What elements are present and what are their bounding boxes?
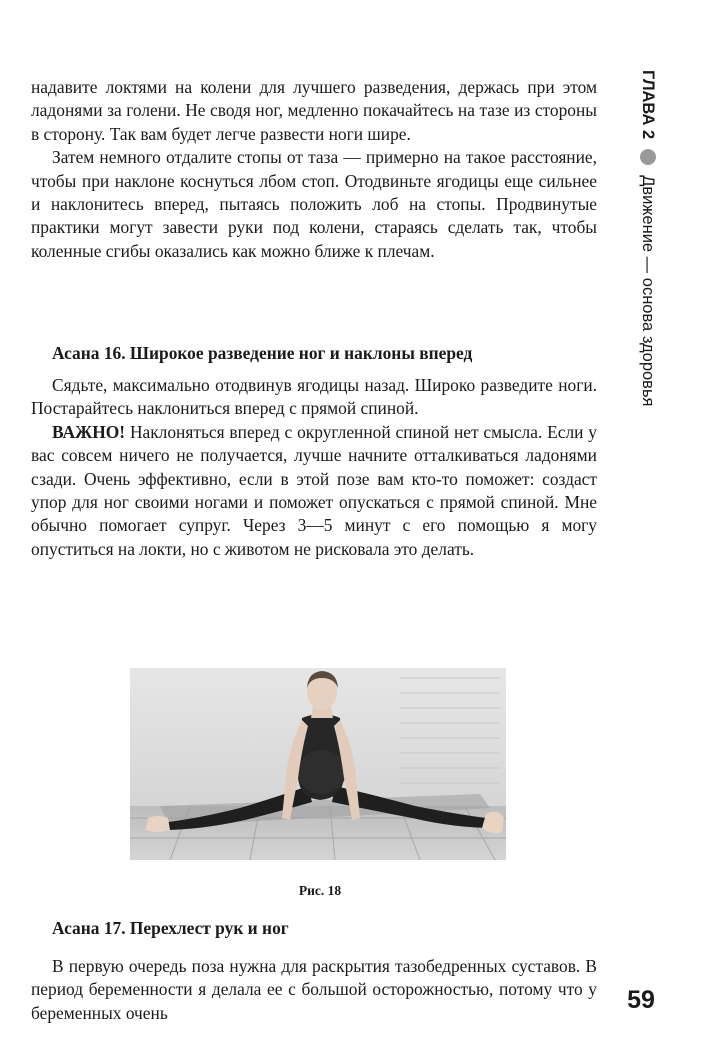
paragraph: Затем немного отдалите стопы от таза — примерно на такое расстояние, чтобы при наклоне коснуться лбом стоп. Отодвиньте ягодицы еще сильнее и наклонитесь вперед, пытаясь положить лоб на стопы. Продвинутые практики могут завести руки под колени, стараясь сделать так, чтобы коленные сгибы оказались как можно ближе к плечам. xyxy=(31,147,597,261)
paragraph: В первую очередь поза нужна для раскрытия тазобедренных суставов. В период беременности я делала ее с большой осторожностью, потому что у беременных очень xyxy=(31,956,597,1023)
bullet-dot-icon xyxy=(640,149,656,165)
important-label: ВАЖНО! xyxy=(52,421,126,442)
paragraph-continued: надавите локтями на колени для лучшего разведения, держась при этом ладонями за голени. Не сводя ног, медленно покачайтесь на тазе из стороны в сторону. Так вам будет легче развести ноги шире. xyxy=(31,77,597,144)
text-block-asana-17 xyxy=(31,955,597,1025)
important-text: Наклоняться вперед с округленной спиной нет смысла. Если у вас совсем ничего не получается, лучше начните отталкиваться ладонями сзади. Очень эффективно, если в этой позе вам кто-то поможет: создаст упор для ног своими ногами и поможет опускаться с прямой спиной. Мне обычно помогает супруг. Через 3—5 минут с его помощью я могу опуститься на локти, но с животом не рисковала это делать. xyxy=(31,421,597,559)
paragraph: Сядьте, максимально отодвинув ягодицы назад. Широко разведите ноги. Постарайтесь наклониться вперед с прямой спиной. xyxy=(31,375,597,419)
text-block-intro xyxy=(31,76,597,263)
page-number: 59 xyxy=(627,986,655,1014)
section-heading-asana-17: Асана 17. Перехлест рук и ног xyxy=(52,918,289,938)
section-heading-asana-16: Асана 16. Широкое разведение ног и наклоны вперед xyxy=(52,343,473,363)
chapter-label: ГЛАВА 2 xyxy=(639,70,657,140)
figure-caption: Рис. 18 xyxy=(298,883,342,898)
text-block-asana-16 xyxy=(31,374,597,561)
important-paragraph xyxy=(31,421,597,561)
running-header-vertical xyxy=(637,70,659,430)
chapter-title: Движение — основа здоровья xyxy=(639,175,657,407)
figure-photo xyxy=(130,668,506,860)
photo-woman-wide-leg-split xyxy=(130,668,506,860)
